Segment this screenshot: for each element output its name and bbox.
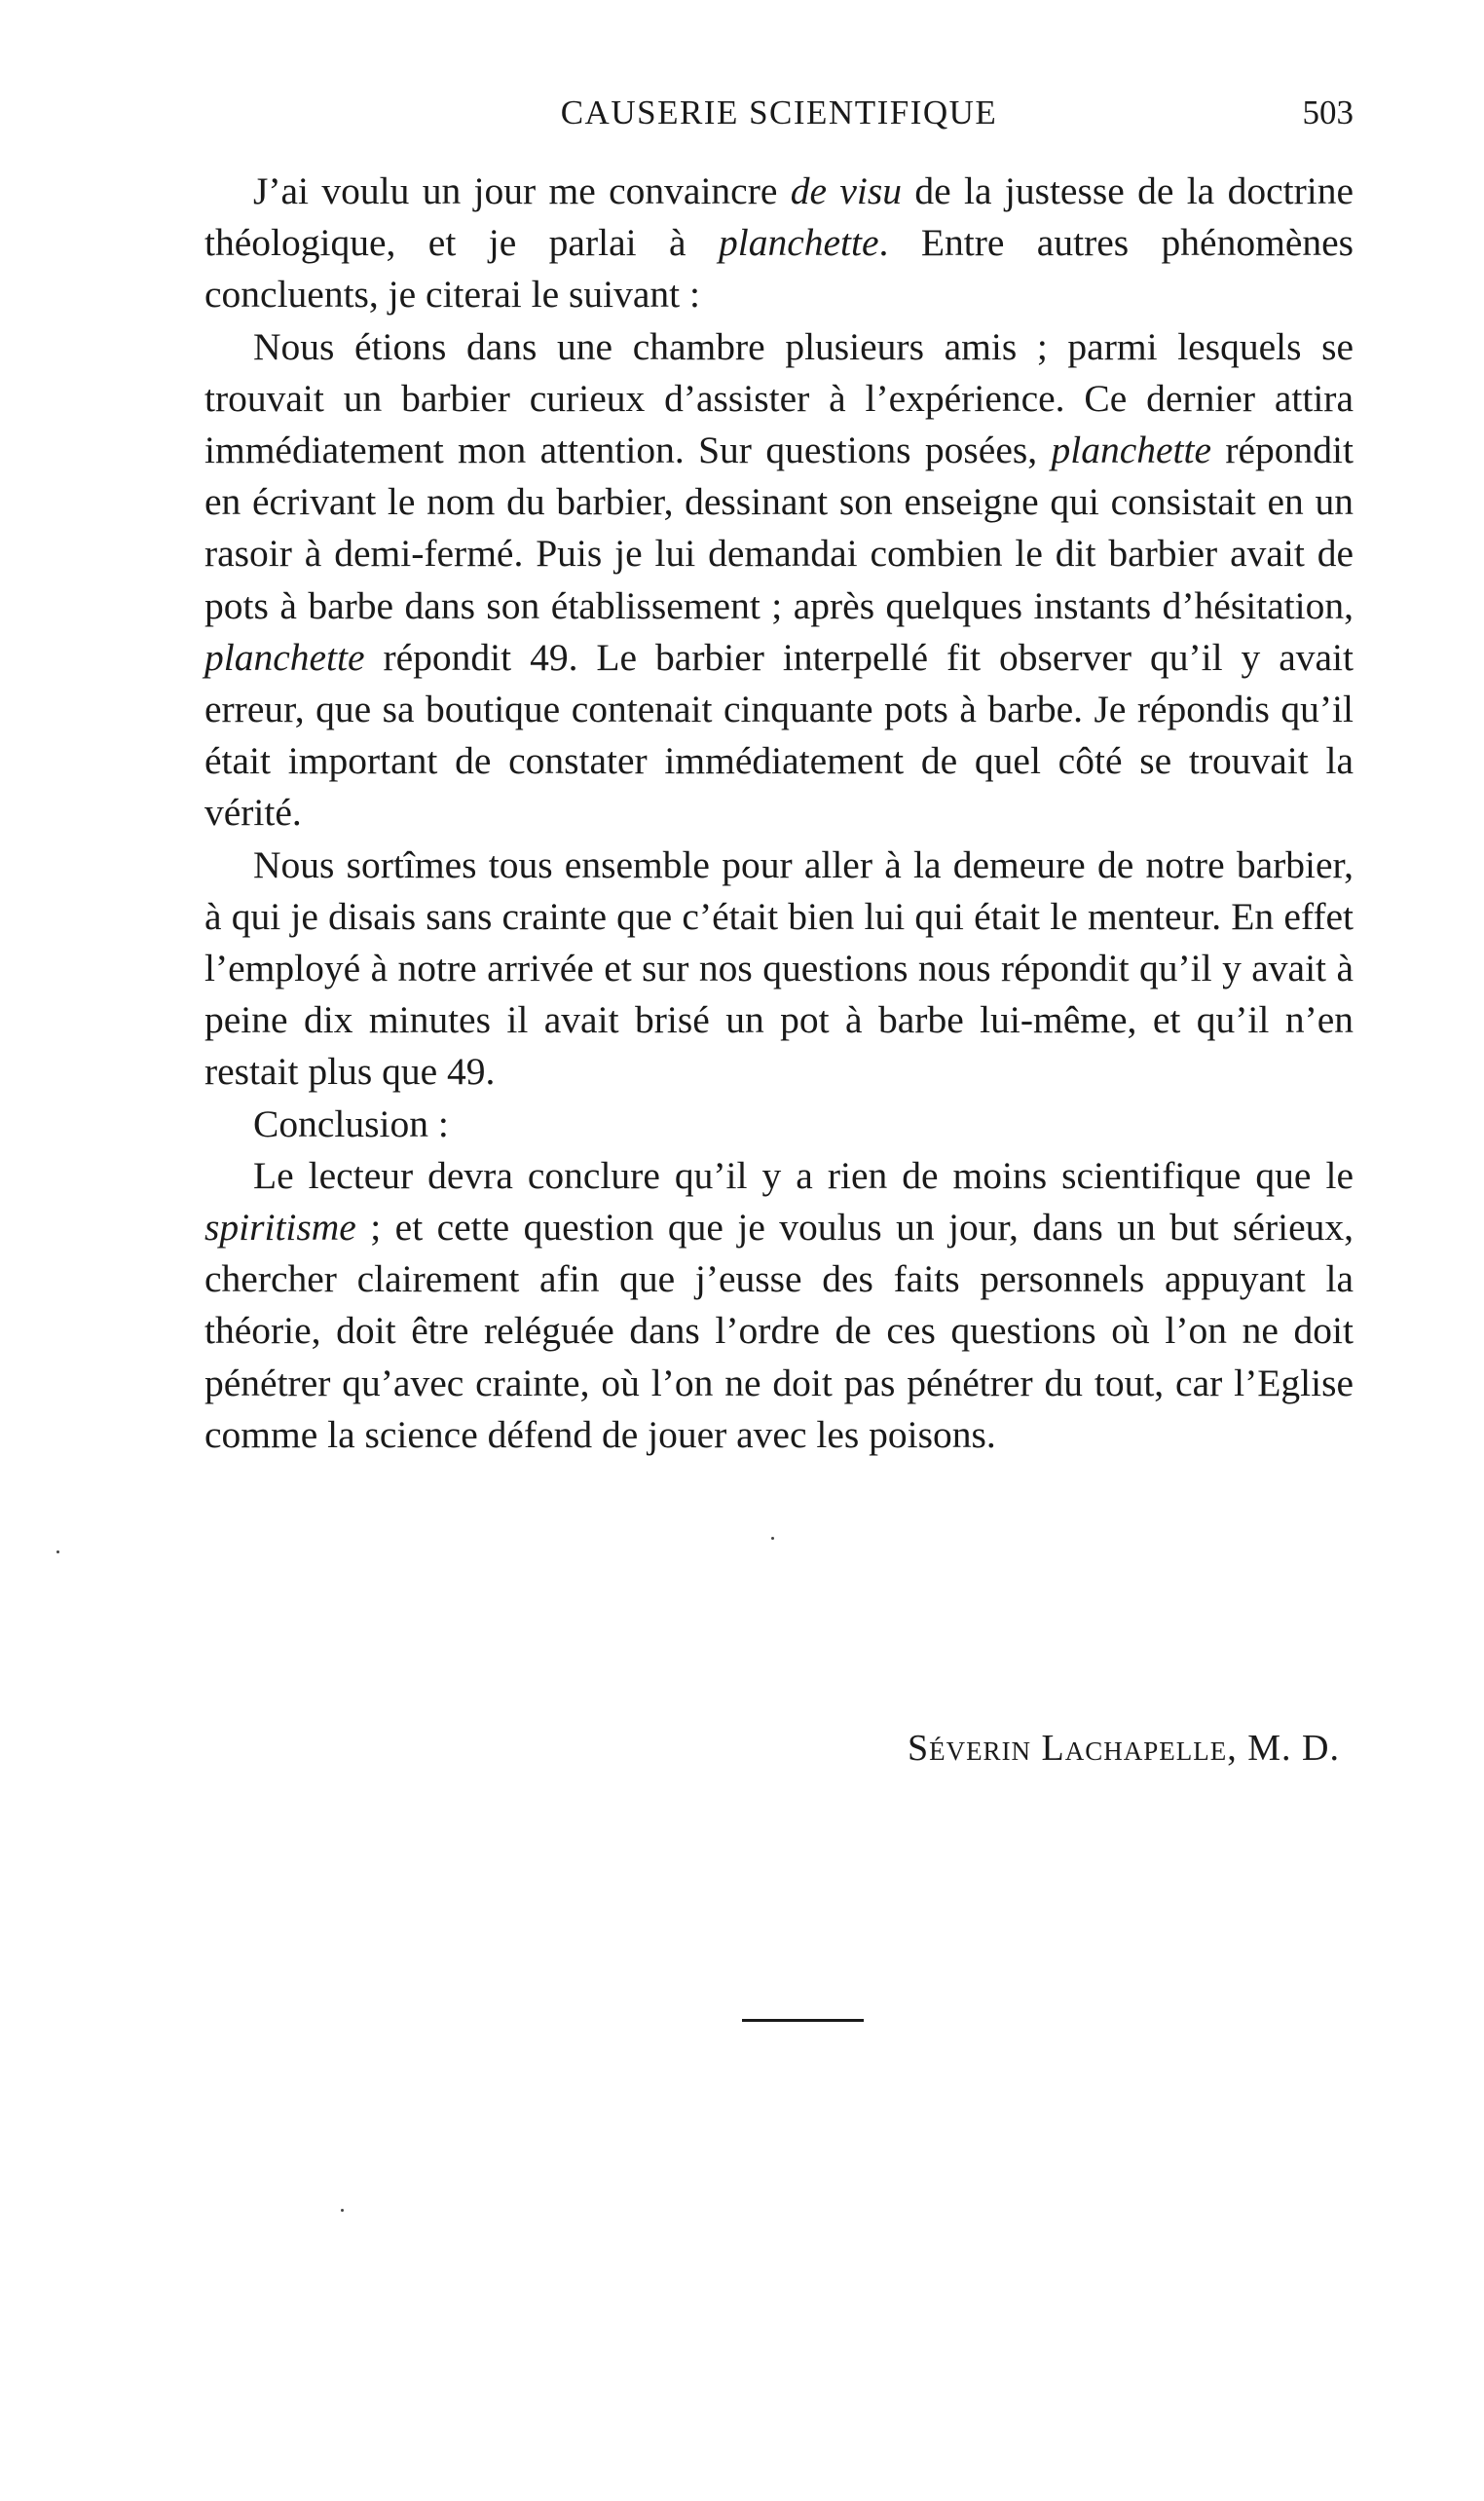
text-run: J’ai voulu un jour me convaincre [253, 169, 791, 212]
print-speck [56, 1550, 59, 1553]
text-run: Nous étions dans une chambre plusieurs amis ; parmi lesquels se trouvait un barbier curieux d’assister à l’expérience. Ce dernier attira immédiatement mon attention. Sur questions posées, [204, 324, 1354, 472]
print-speck [771, 1537, 774, 1540]
author-signature: Séverin Lachapelle, M. D. [907, 1728, 1340, 1769]
article-body [204, 166, 1354, 1461]
print-speck [341, 2209, 344, 2212]
text-run: Nous sortîmes tous ensemble pour aller à la demeure de notre barbier, à qui je disais sans crainte que c’était bien lui qui était le menteur. En effet l’employé à notre arrivée et sur nos questions nous répondit qu’il y avait à peine dix minutes il avait brisé un pot à barbe lui-même, et qu’il n’en restait plus que 49. [204, 842, 1354, 1094]
italic-phrase: planchette [719, 221, 879, 265]
italic-phrase: spiritisme [204, 1206, 356, 1250]
italic-phrase: planchette [204, 635, 365, 679]
text-run: Conclusion : [253, 1101, 449, 1145]
paragraph-barber-experiment [204, 321, 1354, 840]
text-run: répondit en écrivant le nom du barbier, dessinant son enseigne qui consistait en un rasoir à demi-fermé. Puis je lui demandai combien le dit barbier avait de pots à barbe dans son établissement ; après quelques instants d’hésitation, [204, 429, 1354, 627]
text-run: . Entre autres phénomènes concluents, je citerai le suivant : [204, 221, 1354, 317]
paragraph-planchette-intro [204, 166, 1354, 321]
paragraph-verification [204, 840, 1354, 1099]
text-run: répondit 49. Le barbier interpellé fit observer qu’il y avait erreur, que sa boutique contenait cinquante pots à barbe. Je répondis qu’il était important de constater immédiatement de quel côté se trouvait la vérité. [204, 635, 1354, 835]
text-run: Le lecteur devra conclure qu’il y a rien de moins scientifique que le [253, 1153, 1354, 1197]
running-head [204, 90, 1354, 136]
italic-phrase: planchette [1051, 429, 1211, 472]
italic-phrase: de visu [790, 169, 903, 212]
paragraph-conclusion-heading [204, 1099, 1354, 1150]
end-rule-divider [742, 2019, 864, 2022]
text-run: de la justesse de la doctrine théologique, et je parlai à [204, 169, 1354, 265]
page-number: 503 [1302, 93, 1354, 131]
paragraph-conclusion [204, 1150, 1354, 1461]
text-run: ; et cette question que je voulus un jour, dans un but sérieux, chercher clairement afin que j’eusse des faits personnels appuyant la théorie, doit être reléguée dans l’ordre de ces questions où l’on ne doit pénétrer qu’avec crainte, où l’on ne doit pas pénétrer du tout, car l’Eglise comme la science défend de jouer avec les poisons. [204, 1206, 1354, 1456]
running-title: CAUSERIE SCIENTIFIQUE [560, 93, 998, 131]
